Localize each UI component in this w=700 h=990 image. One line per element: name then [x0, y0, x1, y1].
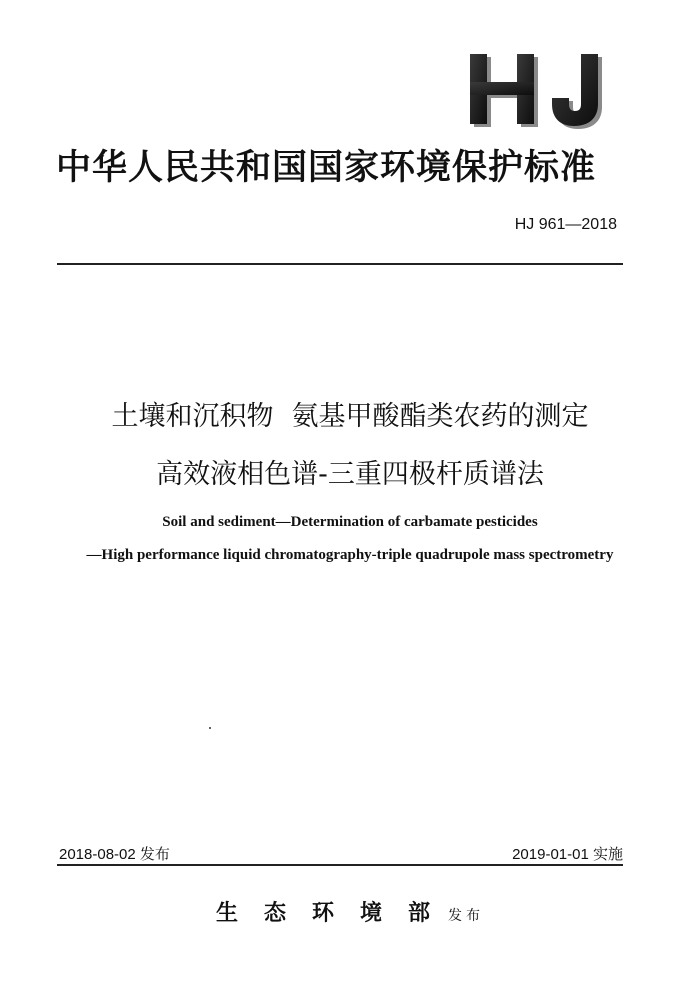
- standard-number: HJ 961—2018: [514, 216, 617, 233]
- top-divider: [57, 263, 623, 265]
- issue-date: 2018-08-02 发布: [59, 846, 170, 863]
- hj-logo: [468, 52, 614, 130]
- implementation-date: 2019-01-01 实施: [512, 846, 623, 863]
- hj-logo-graphic: [468, 52, 614, 130]
- issuer-name: 生态环境部: [215, 900, 456, 926]
- scan-speck: [209, 727, 211, 729]
- english-title-line-2: —High performance liquid chromatography-triple quadrupole mass spectrometry: [86, 547, 614, 563]
- national-standard-title: 中华人民共和国国家环境保护标准: [56, 148, 597, 188]
- issuer-line: [0, 896, 700, 927]
- chinese-title-part-1: 土壤和沉积物: [111, 401, 274, 432]
- chinese-title-line-1: [0, 394, 700, 433]
- english-title-line-1: Soil and sediment—Determination of carbamate pesticides: [162, 514, 538, 530]
- chinese-title-line-2: 高效液相色谱-三重四极杆质谱法: [156, 459, 544, 490]
- issuer-suffix: 发布: [448, 908, 484, 924]
- bottom-divider: [57, 864, 623, 866]
- chinese-title-part-2: 氨基甲酸酯类农药的测定: [291, 401, 589, 432]
